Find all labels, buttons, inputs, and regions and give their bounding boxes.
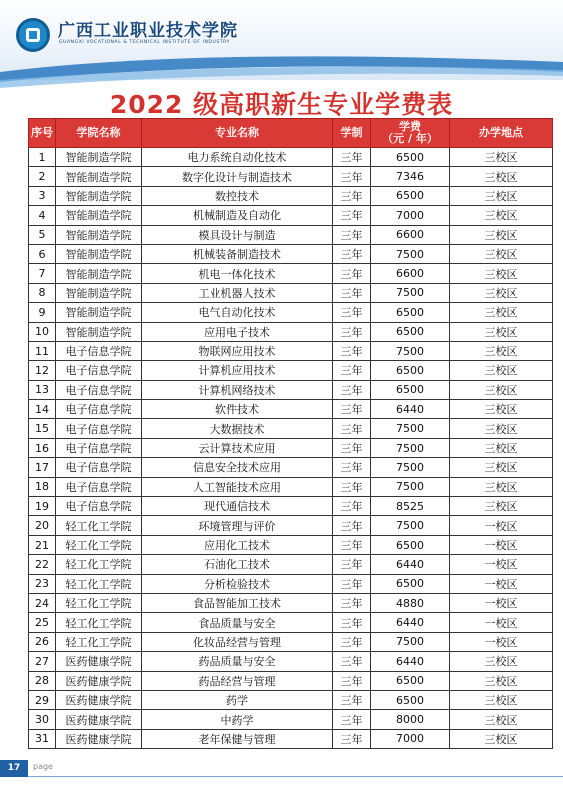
study-duration: 三年 <box>333 361 371 380</box>
college-name: 电子信息学院 <box>56 400 142 419</box>
table-row <box>29 186 553 205</box>
campus: 三校区 <box>450 400 553 419</box>
study-duration: 三年 <box>333 690 371 709</box>
column-header: 专业名称 <box>142 119 333 148</box>
column-header: 学制 <box>333 119 371 148</box>
row-number: 21 <box>29 535 56 554</box>
study-duration: 三年 <box>333 458 371 477</box>
college-name: 智能制造学院 <box>56 244 142 263</box>
table-row <box>29 671 553 690</box>
study-duration: 三年 <box>333 244 371 263</box>
row-number: 26 <box>29 632 56 651</box>
tuition-fee: 6440 <box>371 555 450 574</box>
college-name: 轻工化工学院 <box>56 632 142 651</box>
table-row <box>29 535 553 554</box>
college-name: 轻工化工学院 <box>56 613 142 632</box>
table-row <box>29 303 553 322</box>
study-duration: 三年 <box>333 186 371 205</box>
page-title: 2022 级高职新生专业学费表 <box>109 90 454 119</box>
study-duration: 三年 <box>333 516 371 535</box>
major-name: 数控技术 <box>142 186 333 205</box>
campus: 三校区 <box>450 283 553 302</box>
campus: 一校区 <box>450 535 553 554</box>
campus: 三校区 <box>450 438 553 457</box>
tuition-fee: 7500 <box>371 516 450 535</box>
table-row <box>29 516 553 535</box>
major-name: 模具设计与制造 <box>142 225 333 244</box>
study-duration: 三年 <box>333 148 371 167</box>
column-header: 学费 （元 / 年） <box>371 119 450 148</box>
table-header-row <box>29 119 553 148</box>
row-number: 23 <box>29 574 56 593</box>
tuition-fee: 6500 <box>371 361 450 380</box>
college-name: 电子信息学院 <box>56 361 142 380</box>
row-number: 9 <box>29 303 56 322</box>
major-name: 环境管理与评价 <box>142 516 333 535</box>
tuition-fee: 8525 <box>371 497 450 516</box>
tuition-fee: 6500 <box>371 535 450 554</box>
campus: 三校区 <box>450 264 553 283</box>
major-name: 药品经营与管理 <box>142 671 333 690</box>
campus: 三校区 <box>450 361 553 380</box>
campus: 三校区 <box>450 671 553 690</box>
campus: 一校区 <box>450 555 553 574</box>
college-name: 智能制造学院 <box>56 322 142 341</box>
college-name: 智能制造学院 <box>56 264 142 283</box>
column-header: 学院名称 <box>56 119 142 148</box>
row-number: 19 <box>29 497 56 516</box>
tuition-fee: 7500 <box>371 438 450 457</box>
study-duration: 三年 <box>333 593 371 612</box>
major-name: 机械制造及自动化 <box>142 206 333 225</box>
major-name: 数字化设计与制造技术 <box>142 167 333 186</box>
college-name: 电子信息学院 <box>56 438 142 457</box>
college-name: 智能制造学院 <box>56 303 142 322</box>
study-duration: 三年 <box>333 283 371 302</box>
page-label: page <box>33 762 53 771</box>
table-row <box>29 167 553 186</box>
campus: 一校区 <box>450 613 553 632</box>
table-row <box>29 438 553 457</box>
row-number: 15 <box>29 419 56 438</box>
table-row <box>29 729 553 748</box>
college-name: 医药健康学院 <box>56 671 142 690</box>
table-row <box>29 555 553 574</box>
tuition-fee: 8000 <box>371 710 450 729</box>
tuition-fee: 6500 <box>371 186 450 205</box>
major-name: 电力系统自动化技术 <box>142 148 333 167</box>
study-duration: 三年 <box>333 303 371 322</box>
campus: 三校区 <box>450 729 553 748</box>
campus: 三校区 <box>450 206 553 225</box>
tuition-fee: 6500 <box>371 671 450 690</box>
tuition-fee: 6500 <box>371 303 450 322</box>
row-number: 6 <box>29 244 56 263</box>
campus: 一校区 <box>450 574 553 593</box>
table-row <box>29 322 553 341</box>
tuition-fee: 7346 <box>371 167 450 186</box>
campus: 三校区 <box>450 497 553 516</box>
study-duration: 三年 <box>333 632 371 651</box>
study-duration: 三年 <box>333 574 371 593</box>
major-name: 人工智能技术应用 <box>142 477 333 496</box>
row-number: 5 <box>29 225 56 244</box>
campus: 三校区 <box>450 710 553 729</box>
study-duration: 三年 <box>333 555 371 574</box>
row-number: 31 <box>29 729 56 748</box>
tuition-fee: 7000 <box>371 729 450 748</box>
row-number: 29 <box>29 690 56 709</box>
college-name: 轻工化工学院 <box>56 516 142 535</box>
row-number: 24 <box>29 593 56 612</box>
college-name: 智能制造学院 <box>56 283 142 302</box>
tuition-fee: 7500 <box>371 632 450 651</box>
tuition-fee: 6600 <box>371 264 450 283</box>
row-number: 16 <box>29 438 56 457</box>
study-duration: 三年 <box>333 438 371 457</box>
tuition-fee: 6440 <box>371 613 450 632</box>
table-row <box>29 574 553 593</box>
major-name: 食品智能加工技术 <box>142 593 333 612</box>
row-number: 25 <box>29 613 56 632</box>
campus: 三校区 <box>450 303 553 322</box>
study-duration: 三年 <box>333 264 371 283</box>
column-header: 办学地点 <box>450 119 553 148</box>
major-name: 食品质量与安全 <box>142 613 333 632</box>
college-name: 轻工化工学院 <box>56 593 142 612</box>
college-name: 轻工化工学院 <box>56 574 142 593</box>
major-name: 云计算技术应用 <box>142 438 333 457</box>
tuition-table <box>28 118 553 749</box>
tuition-fee: 7000 <box>371 206 450 225</box>
tuition-fee: 4880 <box>371 593 450 612</box>
table-row <box>29 458 553 477</box>
college-name: 智能制造学院 <box>56 186 142 205</box>
study-duration: 三年 <box>333 400 371 419</box>
college-name: 轻工化工学院 <box>56 535 142 554</box>
major-name: 中药学 <box>142 710 333 729</box>
table-row <box>29 361 553 380</box>
tuition-fee: 7500 <box>371 283 450 302</box>
row-number: 1 <box>29 148 56 167</box>
study-duration: 三年 <box>333 322 371 341</box>
major-name: 药学 <box>142 690 333 709</box>
college-name: 电子信息学院 <box>56 458 142 477</box>
major-name: 电气自动化技术 <box>142 303 333 322</box>
major-name: 大数据技术 <box>142 419 333 438</box>
campus: 三校区 <box>450 225 553 244</box>
study-duration: 三年 <box>333 613 371 632</box>
table-row <box>29 148 553 167</box>
college-name: 智能制造学院 <box>56 148 142 167</box>
tuition-fee: 6500 <box>371 380 450 399</box>
table-row <box>29 206 553 225</box>
row-number: 10 <box>29 322 56 341</box>
campus: 三校区 <box>450 167 553 186</box>
major-name: 应用化工技术 <box>142 535 333 554</box>
major-name: 工业机器人技术 <box>142 283 333 302</box>
row-number: 27 <box>29 652 56 671</box>
study-duration: 三年 <box>333 652 371 671</box>
major-name: 药品质量与安全 <box>142 652 333 671</box>
row-number: 8 <box>29 283 56 302</box>
college-name: 电子信息学院 <box>56 341 142 360</box>
tuition-fee: 7500 <box>371 341 450 360</box>
major-name: 信息安全技术应用 <box>142 458 333 477</box>
major-name: 化妆品经营与管理 <box>142 632 333 651</box>
row-number: 20 <box>29 516 56 535</box>
college-name: 智能制造学院 <box>56 225 142 244</box>
major-name: 应用电子技术 <box>142 322 333 341</box>
study-duration: 三年 <box>333 710 371 729</box>
major-name: 软件技术 <box>142 400 333 419</box>
table-row <box>29 477 553 496</box>
college-name: 轻工化工学院 <box>56 555 142 574</box>
college-name: 电子信息学院 <box>56 380 142 399</box>
campus: 三校区 <box>450 148 553 167</box>
study-duration: 三年 <box>333 225 371 244</box>
row-number: 30 <box>29 710 56 729</box>
study-duration: 三年 <box>333 477 371 496</box>
major-name: 机械装备制造技术 <box>142 244 333 263</box>
row-number: 7 <box>29 264 56 283</box>
college-name: 医药健康学院 <box>56 729 142 748</box>
study-duration: 三年 <box>333 167 371 186</box>
table-row <box>29 632 553 651</box>
row-number: 22 <box>29 555 56 574</box>
campus: 三校区 <box>450 652 553 671</box>
college-name: 电子信息学院 <box>56 419 142 438</box>
college-name: 智能制造学院 <box>56 206 142 225</box>
campus: 一校区 <box>450 593 553 612</box>
college-name: 医药健康学院 <box>56 652 142 671</box>
table-row <box>29 380 553 399</box>
table-row <box>29 264 553 283</box>
campus: 一校区 <box>450 516 553 535</box>
table-row <box>29 225 553 244</box>
page-number: 17 <box>0 760 28 777</box>
tuition-fee: 6500 <box>371 322 450 341</box>
footer-divider <box>28 776 563 777</box>
study-duration: 三年 <box>333 535 371 554</box>
study-duration: 三年 <box>333 341 371 360</box>
campus: 三校区 <box>450 477 553 496</box>
study-duration: 三年 <box>333 497 371 516</box>
major-name: 现代通信技术 <box>142 497 333 516</box>
row-number: 2 <box>29 167 56 186</box>
study-duration: 三年 <box>333 206 371 225</box>
row-number: 13 <box>29 380 56 399</box>
tuition-fee: 6440 <box>371 652 450 671</box>
table-row <box>29 710 553 729</box>
campus: 三校区 <box>450 380 553 399</box>
campus: 三校区 <box>450 341 553 360</box>
college-name: 医药健康学院 <box>56 710 142 729</box>
campus: 三校区 <box>450 419 553 438</box>
row-number: 28 <box>29 671 56 690</box>
study-duration: 三年 <box>333 380 371 399</box>
school-emblem-icon <box>16 18 50 52</box>
major-name: 机电一体化技术 <box>142 264 333 283</box>
row-number: 11 <box>29 341 56 360</box>
row-number: 18 <box>29 477 56 496</box>
tuition-fee: 6500 <box>371 690 450 709</box>
tuition-fee: 6500 <box>371 148 450 167</box>
campus: 一校区 <box>450 632 553 651</box>
study-duration: 三年 <box>333 419 371 438</box>
table-row <box>29 690 553 709</box>
column-header: 序号 <box>29 119 56 148</box>
campus: 三校区 <box>450 244 553 263</box>
college-name: 智能制造学院 <box>56 167 142 186</box>
school-name-english: GUANGXI VOCATIONAL & TECHNICAL INSTITUTE OF INDUSTRY <box>59 40 230 45</box>
tuition-fee: 6600 <box>371 225 450 244</box>
campus: 三校区 <box>450 690 553 709</box>
table-row <box>29 613 553 632</box>
tuition-fee: 7500 <box>371 419 450 438</box>
major-name: 分析检验技术 <box>142 574 333 593</box>
study-duration: 三年 <box>333 729 371 748</box>
table-row <box>29 497 553 516</box>
table-row <box>29 419 553 438</box>
major-name: 计算机应用技术 <box>142 361 333 380</box>
campus: 三校区 <box>450 186 553 205</box>
table-row <box>29 244 553 263</box>
major-name: 石油化工技术 <box>142 555 333 574</box>
row-number: 17 <box>29 458 56 477</box>
college-name: 电子信息学院 <box>56 477 142 496</box>
table-row <box>29 283 553 302</box>
school-name: 广西工业职业技术学院 <box>58 21 238 41</box>
tuition-fee: 6500 <box>371 574 450 593</box>
tuition-fee: 6440 <box>371 400 450 419</box>
table-row <box>29 593 553 612</box>
major-name: 物联网应用技术 <box>142 341 333 360</box>
college-name: 电子信息学院 <box>56 497 142 516</box>
study-duration: 三年 <box>333 671 371 690</box>
tuition-fee: 7500 <box>371 458 450 477</box>
row-number: 14 <box>29 400 56 419</box>
tuition-fee: 7500 <box>371 477 450 496</box>
major-name: 老年保健与管理 <box>142 729 333 748</box>
tuition-fee: 7500 <box>371 244 450 263</box>
table-row <box>29 400 553 419</box>
table-row <box>29 341 553 360</box>
table-body <box>29 148 553 749</box>
row-number: 12 <box>29 361 56 380</box>
table-row <box>29 652 553 671</box>
row-number: 4 <box>29 206 56 225</box>
college-name: 医药健康学院 <box>56 690 142 709</box>
campus: 三校区 <box>450 322 553 341</box>
campus: 三校区 <box>450 458 553 477</box>
row-number: 3 <box>29 186 56 205</box>
major-name: 计算机网络技术 <box>142 380 333 399</box>
